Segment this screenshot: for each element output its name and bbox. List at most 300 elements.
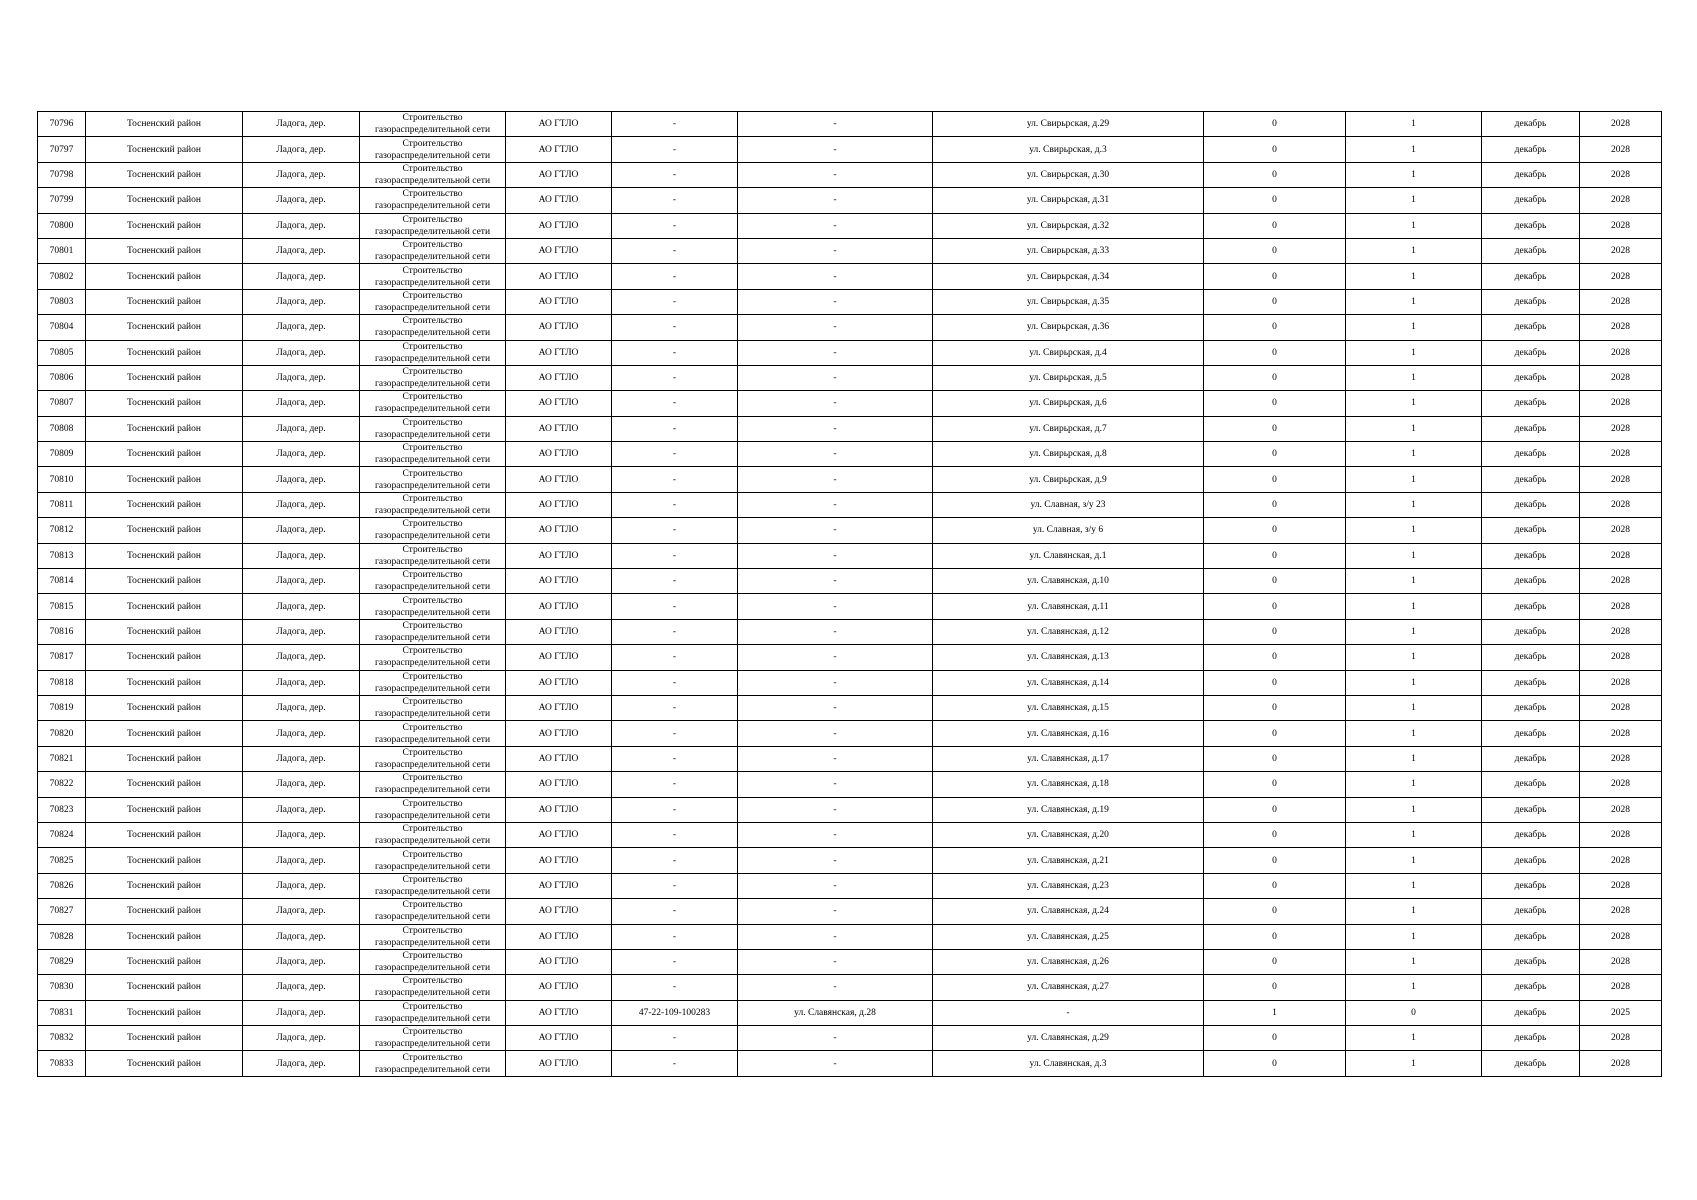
gasification-table [37,111,1662,1077]
cell-address: ул. Славянская, д.18 [933,772,1204,797]
cell-settlement: Ладога, дер. [243,848,360,873]
cell-month: декабрь [1482,238,1580,263]
work-type-line2: газораспределительной сети [374,633,491,643]
cell-count-a: 0 [1204,822,1346,847]
cell-year: 2028 [1580,899,1662,924]
cell-id: 70803 [38,289,86,314]
cell-work-type [360,238,506,263]
cell-id: 70831 [38,1000,86,1025]
cell-id: 70813 [38,543,86,568]
cell-year: 2028 [1580,188,1662,213]
cell-object-address: - [738,848,933,873]
cell-month: декабрь [1482,264,1580,289]
table-row [38,822,1662,847]
cell-district: Тосненский район [86,1000,243,1025]
cell-settlement: Ладога, дер. [243,873,360,898]
cell-year: 2028 [1580,975,1662,1000]
cell-address: ул. Славянская, д.17 [933,746,1204,771]
cell-work-type [360,1026,506,1051]
cell-month: декабрь [1482,848,1580,873]
work-type-line2: газораспределительной сети [374,506,491,517]
cell-count-b: 1 [1346,289,1482,314]
cell-object-address: - [738,949,933,974]
cell-count-b: 1 [1346,899,1482,924]
cell-year: 2028 [1580,746,1662,771]
work-type-line1: Строительство [402,722,463,733]
cell-object-address: - [738,467,933,492]
table-body [38,112,1662,1077]
cell-month: декабрь [1482,569,1580,594]
cell-district: Тосненский район [86,645,243,670]
cell-object-address: - [738,721,933,746]
cell-work-type [360,213,506,238]
work-type-line1: Строительство [402,671,463,682]
cell-count-a: 0 [1204,188,1346,213]
cell-month: декабрь [1482,416,1580,441]
cell-organization: АО ГТЛО [506,112,612,137]
cell-work-type [360,797,506,822]
cell-count-b: 1 [1346,188,1482,213]
cell-cadastral-number: - [612,543,738,568]
cell-count-b: 1 [1346,772,1482,797]
cell-organization: АО ГТЛО [506,848,612,873]
cell-id: 70833 [38,1051,86,1076]
work-type-line2: газораспределительной сети [374,480,491,491]
cell-count-b: 1 [1346,695,1482,720]
cell-cadastral-number: - [612,1026,738,1051]
cell-work-type [360,594,506,619]
work-type-line2: газораспределительной сети [374,125,491,136]
cell-settlement: Ладога, дер. [243,645,360,670]
cell-district: Тосненский район [86,492,243,517]
cell-object-address: - [738,137,933,162]
work-type-line2: газораспределительной сети [374,683,491,694]
cell-work-type [360,365,506,390]
cell-count-b: 1 [1346,645,1482,670]
cell-id: 70800 [38,213,86,238]
work-type-line1: Строительство [402,646,463,657]
work-type-line2: газораспределительной сети [374,709,491,720]
cell-count-b: 1 [1346,137,1482,162]
work-type-line1: Строительство [402,468,463,479]
cell-object-address: - [738,365,933,390]
cell-district: Тосненский район [86,365,243,390]
cell-year: 2028 [1580,289,1662,314]
work-type-line1: Строительство [402,163,463,174]
cell-month: декабрь [1482,1000,1580,1025]
cell-district: Тосненский район [86,315,243,340]
cell-settlement: Ладога, дер. [243,670,360,695]
cell-count-a: 0 [1204,619,1346,644]
cell-work-type [360,746,506,771]
cell-count-b: 1 [1346,518,1482,543]
cell-year: 2028 [1580,264,1662,289]
cell-id: 70817 [38,645,86,670]
cell-object-address: - [738,264,933,289]
cell-district: Тосненский район [86,188,243,213]
cell-count-b: 1 [1346,1051,1482,1076]
cell-object-address: - [738,112,933,137]
work-type-line1: Строительство [402,798,463,809]
table-row [38,949,1662,974]
cell-year: 2028 [1580,543,1662,568]
table-row [38,162,1662,187]
table-row [38,645,1662,670]
cell-month: декабрь [1482,797,1580,822]
cell-organization: АО ГТЛО [506,645,612,670]
cell-address: ул. Славянская, д.15 [933,695,1204,720]
cell-district: Тосненский район [86,442,243,467]
cell-work-type [360,1051,506,1076]
cell-address: ул. Славянская, д.19 [933,797,1204,822]
cell-address: ул. Свирьрская, д.32 [933,213,1204,238]
cell-object-address: - [738,594,933,619]
cell-object-address: - [738,899,933,924]
work-type-line1: Строительство [402,849,463,860]
cell-cadastral-number: - [612,112,738,137]
table-row [38,873,1662,898]
cell-count-a: 0 [1204,1051,1346,1076]
cell-id: 70808 [38,416,86,441]
table-row [38,315,1662,340]
cell-work-type [360,188,506,213]
table-row [38,365,1662,390]
cell-cadastral-number: - [612,238,738,263]
cell-count-a: 0 [1204,670,1346,695]
cell-cadastral-number: - [612,822,738,847]
cell-id: 70819 [38,695,86,720]
cell-object-address: - [738,518,933,543]
cell-object-address: - [738,188,933,213]
cell-object-address: - [738,238,933,263]
work-type-line2: газораспределительной сети [374,658,491,669]
cell-organization: АО ГТЛО [506,695,612,720]
cell-settlement: Ладога, дер. [243,188,360,213]
cell-count-b: 1 [1346,873,1482,898]
cell-count-a: 0 [1204,162,1346,187]
cell-settlement: Ладога, дер. [243,924,360,949]
cell-id: 70830 [38,975,86,1000]
work-type-line2: газораспределительной сети [374,836,491,847]
cell-cadastral-number: - [612,518,738,543]
cell-year: 2028 [1580,442,1662,467]
cell-district: Тосненский район [86,797,243,822]
work-type-line2: газораспределительной сети [374,734,491,745]
cell-count-a: 0 [1204,391,1346,416]
cell-cadastral-number: - [612,746,738,771]
cell-district: Тосненский район [86,975,243,1000]
cell-work-type [360,442,506,467]
cell-count-b: 1 [1346,442,1482,467]
cell-district: Тосненский район [86,467,243,492]
cell-organization: АО ГТЛО [506,721,612,746]
cell-id: 70815 [38,594,86,619]
work-type-line1: Строительство [402,824,463,835]
cell-year: 2028 [1580,365,1662,390]
cell-address: ул. Славная, з/у 6 [933,518,1204,543]
cell-work-type [360,137,506,162]
cell-month: декабрь [1482,645,1580,670]
cell-month: декабрь [1482,213,1580,238]
cell-settlement: Ладога, дер. [243,822,360,847]
cell-object-address: - [738,340,933,365]
work-type-line2: газораспределительной сети [374,1064,491,1075]
cell-count-b: 1 [1346,112,1482,137]
cell-settlement: Ладога, дер. [243,1051,360,1076]
cell-count-a: 0 [1204,543,1346,568]
table-row [38,416,1662,441]
cell-organization: АО ГТЛО [506,594,612,619]
cell-count-b: 1 [1346,264,1482,289]
work-type-line2: газораспределительной сети [374,302,491,313]
cell-work-type [360,924,506,949]
cell-cadastral-number: - [612,391,738,416]
cell-organization: АО ГТЛО [506,1026,612,1051]
cell-address: ул. Свирьрская, д.36 [933,315,1204,340]
table-row [38,924,1662,949]
cell-month: декабрь [1482,1026,1580,1051]
cell-count-a: 1 [1204,1000,1346,1025]
cell-count-a: 0 [1204,899,1346,924]
cell-organization: АО ГТЛО [506,619,612,644]
cell-organization: АО ГТЛО [506,822,612,847]
table-row [38,975,1662,1000]
cell-work-type [360,721,506,746]
cell-address: ул. Славянская, д.27 [933,975,1204,1000]
cell-address: ул. Славянская, д.23 [933,873,1204,898]
table-row [38,188,1662,213]
cell-settlement: Ладога, дер. [243,746,360,771]
table-row [38,797,1662,822]
cell-cadastral-number: - [612,670,738,695]
cell-settlement: Ладога, дер. [243,975,360,1000]
cell-count-a: 0 [1204,873,1346,898]
cell-district: Тосненский район [86,162,243,187]
cell-cadastral-number: - [612,289,738,314]
cell-id: 70821 [38,746,86,771]
cell-count-a: 0 [1204,137,1346,162]
cell-address: ул. Свирьрская, д.7 [933,416,1204,441]
work-type-line2: газораспределительной сети [374,277,491,288]
cell-settlement: Ладога, дер. [243,492,360,517]
cell-count-a: 0 [1204,492,1346,517]
cell-count-a: 0 [1204,695,1346,720]
cell-cadastral-number: - [612,645,738,670]
cell-id: 70822 [38,772,86,797]
table-row [38,1051,1662,1076]
cell-month: декабрь [1482,822,1580,847]
cell-district: Тосненский район [86,543,243,568]
cell-settlement: Ладога, дер. [243,137,360,162]
cell-month: декабрь [1482,289,1580,314]
work-type-line2: газораспределительной сети [374,861,491,872]
cell-object-address: - [738,873,933,898]
cell-month: декабрь [1482,162,1580,187]
cell-address: ул. Славянская, д.16 [933,721,1204,746]
cell-address: ул. Свирьрская, д.6 [933,391,1204,416]
work-type-line2: газораспределительной сети [374,175,491,186]
cell-work-type [360,873,506,898]
cell-object-address: - [738,670,933,695]
cell-year: 2028 [1580,1026,1662,1051]
cell-district: Тосненский район [86,569,243,594]
cell-cadastral-number: - [612,188,738,213]
cell-year: 2028 [1580,315,1662,340]
cell-address: ул. Славная, з/у 23 [933,492,1204,517]
cell-cadastral-number: - [612,949,738,974]
cell-cadastral-number: - [612,162,738,187]
cell-cadastral-number: - [612,594,738,619]
cell-count-a: 0 [1204,315,1346,340]
table-row [38,543,1662,568]
cell-count-a: 0 [1204,569,1346,594]
table-row [38,442,1662,467]
cell-address: ул. Свирьрская, д.4 [933,340,1204,365]
cell-settlement: Ладога, дер. [243,949,360,974]
cell-count-a: 0 [1204,518,1346,543]
cell-address: ул. Свирьрская, д.31 [933,188,1204,213]
cell-work-type [360,899,506,924]
cell-count-b: 1 [1346,315,1482,340]
cell-cadastral-number: 47-22-109-100283 [612,1000,738,1025]
cell-district: Тосненский район [86,594,243,619]
table-row [38,721,1662,746]
table-row [38,746,1662,771]
cell-address: - [933,1000,1204,1025]
cell-address: ул. Славянская, д.11 [933,594,1204,619]
cell-count-b: 1 [1346,721,1482,746]
work-type-line2: газораспределительной сети [374,379,491,390]
cell-address: ул. Славянская, д.1 [933,543,1204,568]
work-type-line1: Строительство [402,417,463,428]
cell-work-type [360,391,506,416]
cell-organization: АО ГТЛО [506,238,612,263]
cell-organization: АО ГТЛО [506,340,612,365]
cell-year: 2028 [1580,645,1662,670]
work-type-line2: газораспределительной сети [374,1013,491,1024]
work-type-line2: газораспределительной сети [374,582,491,593]
cell-address: ул. Славянская, д.13 [933,645,1204,670]
cell-month: декабрь [1482,899,1580,924]
cell-settlement: Ладога, дер. [243,619,360,644]
cell-count-a: 0 [1204,721,1346,746]
cell-month: декабрь [1482,492,1580,517]
cell-id: 70806 [38,365,86,390]
cell-month: декабрь [1482,949,1580,974]
cell-id: 70805 [38,340,86,365]
cell-count-b: 1 [1346,238,1482,263]
cell-cadastral-number: - [612,873,738,898]
work-type-line1: Строительство [402,697,463,708]
cell-cadastral-number: - [612,899,738,924]
cell-district: Тосненский район [86,391,243,416]
cell-id: 70832 [38,1026,86,1051]
cell-work-type [360,112,506,137]
cell-id: 70827 [38,899,86,924]
cell-count-b: 1 [1346,492,1482,517]
cell-settlement: Ладога, дер. [243,695,360,720]
cell-count-b: 1 [1346,797,1482,822]
cell-month: декабрь [1482,518,1580,543]
cell-work-type [360,416,506,441]
work-type-line1: Строительство [402,138,463,149]
cell-settlement: Ладога, дер. [243,416,360,441]
cell-cadastral-number: - [612,137,738,162]
cell-organization: АО ГТЛО [506,315,612,340]
table-row [38,772,1662,797]
cell-id: 70818 [38,670,86,695]
work-type-line2: газораспределительной сети [374,607,491,618]
cell-count-a: 0 [1204,442,1346,467]
cell-count-b: 1 [1346,619,1482,644]
cell-work-type [360,543,506,568]
cell-cadastral-number: - [612,365,738,390]
cell-settlement: Ладога, дер. [243,112,360,137]
cell-year: 2028 [1580,391,1662,416]
table-row [38,518,1662,543]
cell-settlement: Ладога, дер. [243,569,360,594]
work-type-line2: газораспределительной сети [374,963,491,974]
cell-cadastral-number: - [612,721,738,746]
cell-district: Тосненский район [86,518,243,543]
cell-year: 2028 [1580,594,1662,619]
cell-organization: АО ГТЛО [506,518,612,543]
cell-settlement: Ладога, дер. [243,594,360,619]
cell-object-address: - [738,416,933,441]
cell-organization: АО ГТЛО [506,289,612,314]
cell-id: 70801 [38,238,86,263]
cell-id: 70820 [38,721,86,746]
cell-year: 2028 [1580,797,1662,822]
cell-cadastral-number: - [612,1051,738,1076]
cell-id: 70812 [38,518,86,543]
cell-count-b: 1 [1346,543,1482,568]
cell-cadastral-number: - [612,416,738,441]
work-type-line1: Строительство [402,214,463,225]
cell-count-b: 0 [1346,1000,1482,1025]
cell-count-b: 1 [1346,467,1482,492]
cell-year: 2028 [1580,822,1662,847]
work-type-line2: газораспределительной сети [374,785,491,796]
cell-organization: АО ГТЛО [506,391,612,416]
cell-district: Тосненский район [86,949,243,974]
cell-object-address: - [738,772,933,797]
work-type-line2: газораспределительной сети [374,353,491,364]
cell-work-type [360,975,506,1000]
cell-cadastral-number: - [612,924,738,949]
cell-address: ул. Славянская, д.20 [933,822,1204,847]
cell-address: ул. Славянская, д.12 [933,619,1204,644]
cell-cadastral-number: - [612,264,738,289]
work-type-line2: газораспределительной сети [374,226,491,237]
cell-year: 2028 [1580,670,1662,695]
work-type-line1: Строительство [402,976,463,987]
cell-district: Тосненский район [86,899,243,924]
work-type-line2: газораспределительной сети [374,556,491,567]
cell-district: Тосненский район [86,340,243,365]
cell-month: декабрь [1482,924,1580,949]
work-type-line1: Строительство [402,747,463,758]
cell-work-type [360,315,506,340]
work-type-line1: Строительство [402,240,463,251]
cell-count-a: 0 [1204,112,1346,137]
cell-year: 2028 [1580,137,1662,162]
cell-organization: АО ГТЛО [506,975,612,1000]
cell-district: Тосненский район [86,772,243,797]
cell-work-type [360,822,506,847]
cell-settlement: Ладога, дер. [243,213,360,238]
cell-district: Тосненский район [86,746,243,771]
